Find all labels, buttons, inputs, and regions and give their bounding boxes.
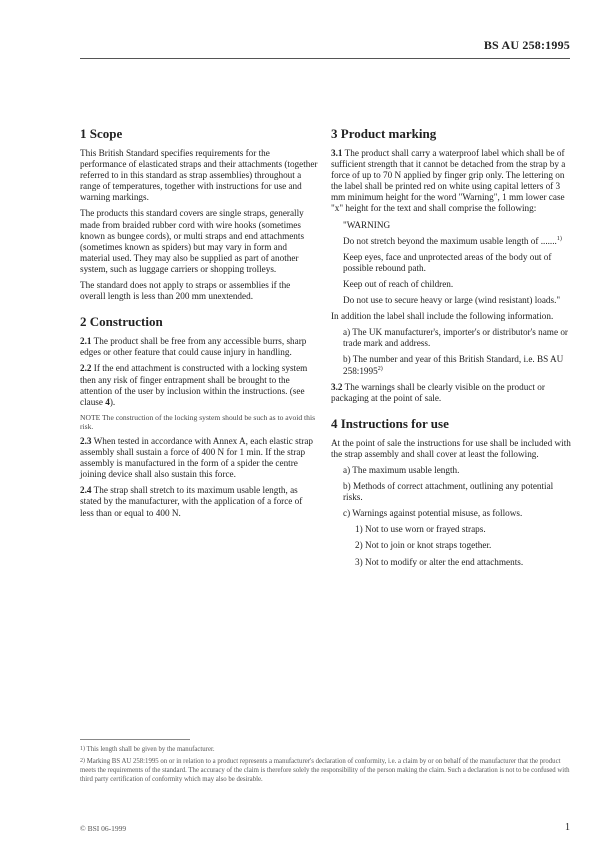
construction-note: NOTE The construction of the locking system should be such as to avoid this risk. [80,412,316,432]
warning-text: Do not stretch beyond the maximum usable length of ....... [343,235,557,246]
clause-text: If the end attachment is constructed with a locking system then any risk of finger entrapment shall be brought to the attention of the user by inclusion within the instructions. (see clause [80,363,308,407]
clause-3-2 [331,382,574,404]
instruction-item-c: c) Warnings against potential misuse, as follows. [343,508,523,519]
construction-heading: 2 Construction [80,314,163,330]
clause-text: The warnings shall be clearly visible on the product or packaging at the point of sale. [331,381,545,403]
warning-line-4: Do not use to secure heavy or large (wind resistant) loads." [343,295,561,306]
instruction-subitem-2: 2) Not to join or knot straps together. [355,540,492,551]
label-additional-info: In addition the label shall include the following information. [331,311,554,322]
clause-3-1 [331,148,574,215]
header-rule [80,58,570,59]
footnote-marker: 2) [80,758,85,764]
clause-number: 3.2 [331,381,343,392]
label-item-b [331,354,574,376]
clause-2-2 [80,363,318,407]
instruction-item-a: a) The maximum usable length. [343,464,460,475]
clause-text: When tested in accordance with Annex A, each elastic strap assembly shall sustain a force of 400 N for 1 min. If the strap assembly is manufactured in the form of a spider the centre joining device shall also sustain this force. [80,435,314,480]
footnote-1 [80,746,574,755]
instruction-subitem-1: 1) Not to use worn or frayed straps. [355,524,486,535]
clause-text: The strap shall stretch to its maximum usable length, as stated by the manufacturer, with the application of a force of less than or equal to 400 N. [80,485,303,518]
label-item-text: b) The number and year of this British Standard, i.e. BS AU 258:1995 [343,354,564,376]
clause-text: The product shall carry a waterproof label which shall be of sufficient strength that it cannot be detached from the strap by a force of up to 70 N applied by finger grip only. The lettering on the label shall be printed red on white using capital letters of 3 mm minimum height for the word "Warning", 1 mm lower case "x" height for the text and shall comprise the following: [331,148,566,214]
clause-2-3 [80,436,318,480]
footnote-text: This length shall be given by the manufacturer. [85,746,215,753]
footnote-marker: 2) [377,365,383,372]
clause-number: 2.1 [80,336,92,347]
scope-paragraph-2: The products this standard covers are single straps, generally made from braided rubber cord with wire hooks (sometimes known as bungee cords), or multi straps and end attachments (sometimes known as spiders) but may vary in form and material used. They may also be supplied as part of another system, such as luggage carriers or shopping trolleys. [80,208,305,274]
left-column [80,126,318,524]
page-number: 1 [565,822,570,833]
marking-heading: 3 Product marking [331,126,437,141]
warning-line-2: Keep eyes, face and unprotected areas of the body out of possible rebound path. [343,251,552,273]
footnote-2 [80,758,574,785]
scope-heading: 1 Scope [80,126,123,141]
warning-line-3: Keep out of reach of children. [343,278,454,289]
clause-reference: 4 [105,396,110,407]
clause-number: 2.2 [80,363,92,374]
clause-text: ). [109,396,116,407]
scope-paragraph-3: The standard does not apply to straps or assemblies if the overall length is less than 200 mm unextended. [80,280,291,302]
label-item-a: a) The UK manufacturer's, importer's or distributor's name or trade mark and address. [343,327,568,349]
clause-number: 3.1 [331,148,343,158]
clause-text: The product shall be free from any accessible burrs, sharp edges or other feature that could cause injury in handling. [80,336,307,358]
footnote-text: Marking BS AU 258:1995 on or in relation to a product represents a manufacturer's declaration of conformity, i.e. a claim by or on behalf of the manufacturer that the product meets the requirements of the standard. The accuracy of the claim is therefore solely the responsibility of the person making the claim. Such a declaration is not to be confused with third party certification of conformity which may also be desirable. [80,758,570,783]
clause-number: 2.4 [80,485,92,496]
instructions-intro: At the point of sale the instructions for use shall be included with the strap assembly and shall cover at least the following. [331,437,571,459]
clause-2-4 [80,485,318,518]
right-column [331,126,574,573]
clause-number: 2.3 [80,435,92,446]
warning-line-1 [331,236,574,247]
instruction-subitem-3: 3) Not to modify or alter the end attachments. [355,556,524,567]
instructions-heading: 4 Instructions for use [331,415,449,431]
copyright-notice: © BSI 06-1999 [80,824,127,833]
instruction-item-b: b) Methods of correct attachment, outlining any potential risks. [343,481,554,503]
clause-2-1 [80,336,318,358]
warning-title: "WARNING [343,219,391,230]
footnote-marker: 1) [556,235,562,242]
scope-paragraph-1: This British Standard specifies requirements for the performance of elasticated straps and their attachments (together referred to in this standard as strap assemblies) throughout a range of temperatures, together with instructions for use and warning markings. [80,148,318,203]
footnote-rule [80,739,190,740]
document-id: BS AU 258:1995 [483,38,570,52]
footnote-marker: 1) [80,746,85,752]
